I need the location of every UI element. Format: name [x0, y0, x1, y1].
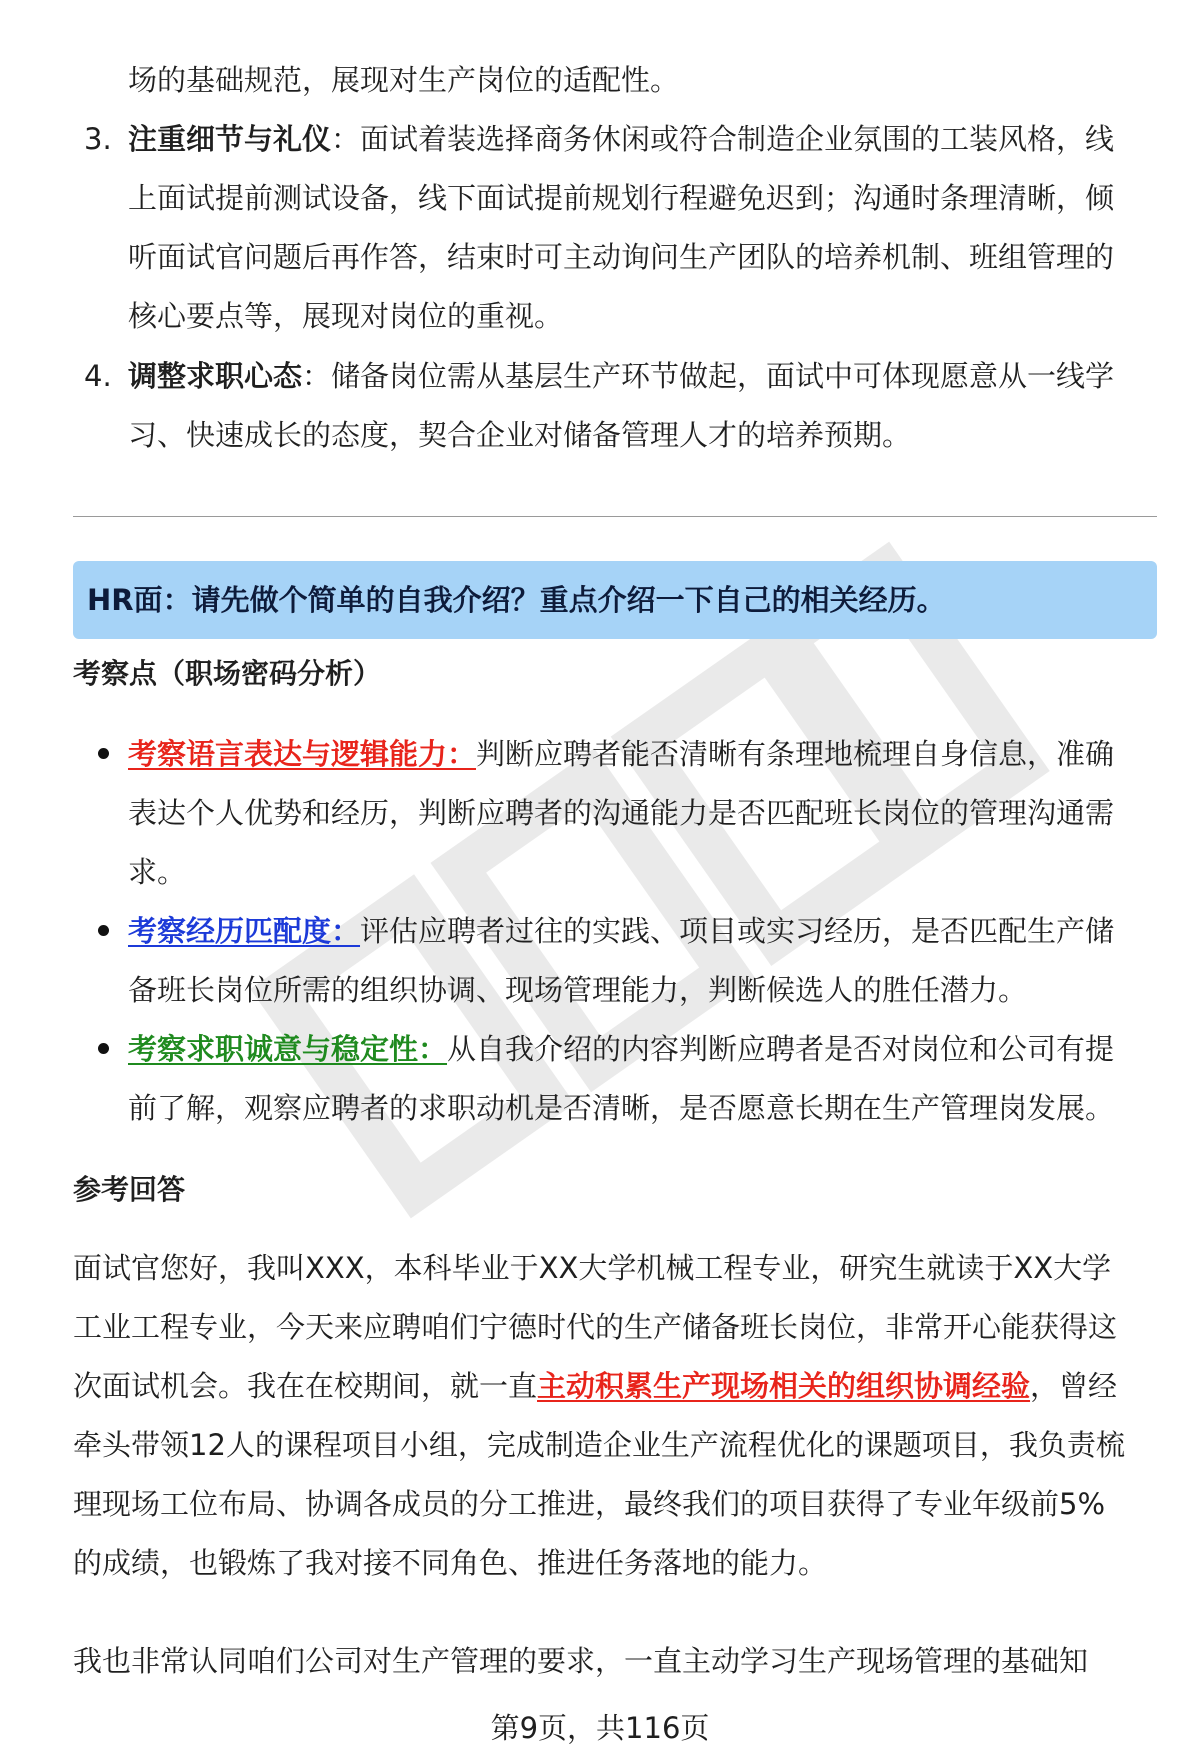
bullet-text: 备班长岗位所需的组织协调、现场管理能力，判断候选人的胜任潜力。 [128, 973, 1028, 1007]
list-item [128, 356, 1114, 396]
question-box [73, 561, 1157, 639]
bullet-item [128, 911, 1114, 951]
item-text: 核心要点等，展现对岗位的重视。 [128, 299, 564, 333]
answer-text: 我也非常认同咱们公司对生产管理的要求，一直主动学习生产现场管理的基础知 [73, 1644, 1089, 1678]
item-text: 听面试官问题后再作答，结束时可主动询问生产团队的培养机制、班组管理的 [128, 240, 1115, 274]
answer-heading: 参考回答 [73, 1173, 186, 1206]
answer-highlight: 主动积累生产现场相关的组织协调经验 [537, 1369, 1031, 1403]
bullet-text: 从自我介绍的内容判断应聘者是否对岗位和公司有提 [447, 1032, 1115, 1066]
answer-text [73, 1366, 1117, 1406]
answer-text: 的成绩，也锻炼了我对接不同角色、推进任务落地的能力。 [73, 1546, 828, 1580]
bullet-key: 考察求职诚意与稳定性： [128, 1032, 448, 1066]
item-title: 调整求职心态 [128, 359, 303, 393]
bullet-text: 判断应聘者能否清晰有条理地梳理自身信息，准确 [476, 737, 1115, 771]
bullet-text: 表达个人优势和经历，判断应聘者的沟通能力是否匹配班长岗位的管理沟通需 [128, 796, 1115, 830]
bullet-item [128, 1029, 1114, 1069]
item-title: 注重细节与礼仪 [128, 122, 332, 156]
item-number: 4. [84, 359, 112, 393]
answer-text-segment: ，曾经 [1030, 1369, 1118, 1403]
item-text: 上面试提前测试设备，线下面试提前规划行程避免迟到；沟通时条理清晰，倾 [128, 181, 1115, 215]
bullet-key: 考察经历匹配度： [128, 914, 361, 948]
intro-tail-text: 场的基础规范，展现对生产岗位的适配性。 [128, 63, 680, 97]
item-text: 习、快速成长的态度，契合企业对储备管理人才的培养预期。 [128, 418, 912, 452]
bullet-dot [98, 1043, 109, 1054]
answer-text: 牵头带领12人的课程项目小组，完成制造企业生产流程优化的课题项目，我负责梳 [73, 1428, 1125, 1462]
answer-text: 面试官您好，我叫XXX，本科毕业于XX大学机械工程专业，研究生就读于XX大学 [73, 1251, 1112, 1285]
answer-text: 工业工程专业，今天来应聘咱们宁德时代的生产储备班长岗位，非常开心能获得这 [73, 1310, 1118, 1344]
bullet-item [128, 734, 1114, 774]
answer-text: 理现场工位布局、协调各成员的分工推进，最终我们的项目获得了专业年级前5% [73, 1487, 1106, 1521]
item-text: ：储备岗位需从基层生产环节做起，面试中可体现愿意从一线学 [302, 359, 1115, 393]
bullet-dot [98, 925, 109, 936]
list-item [128, 119, 1114, 159]
bullet-key: 考察语言表达与逻辑能力： [128, 737, 477, 771]
question-text: HR面：请先做个简单的自我介绍？重点介绍一下自己的相关经历。 [87, 583, 946, 617]
analysis-heading: 考察点（职场密码分析） [73, 657, 382, 690]
bullet-text: 评估应聘者过往的实践、项目或实习经历，是否匹配生产储 [360, 914, 1115, 948]
bullet-text: 求。 [128, 855, 187, 889]
bullet-dot [98, 748, 109, 759]
answer-text-segment: 次面试机会。我在在校期间，就一直 [73, 1369, 538, 1403]
item-text: ：面试着装选择商务休闲或符合制造企业氛围的工装风格，线 [331, 122, 1115, 156]
section-divider [73, 516, 1157, 517]
item-number: 3. [84, 122, 112, 156]
bullet-text: 前了解，观察应聘者的求职动机是否清晰，是否愿意长期在生产管理岗发展。 [128, 1091, 1115, 1125]
page-footer: 第9页，共116页 [490, 1711, 710, 1745]
